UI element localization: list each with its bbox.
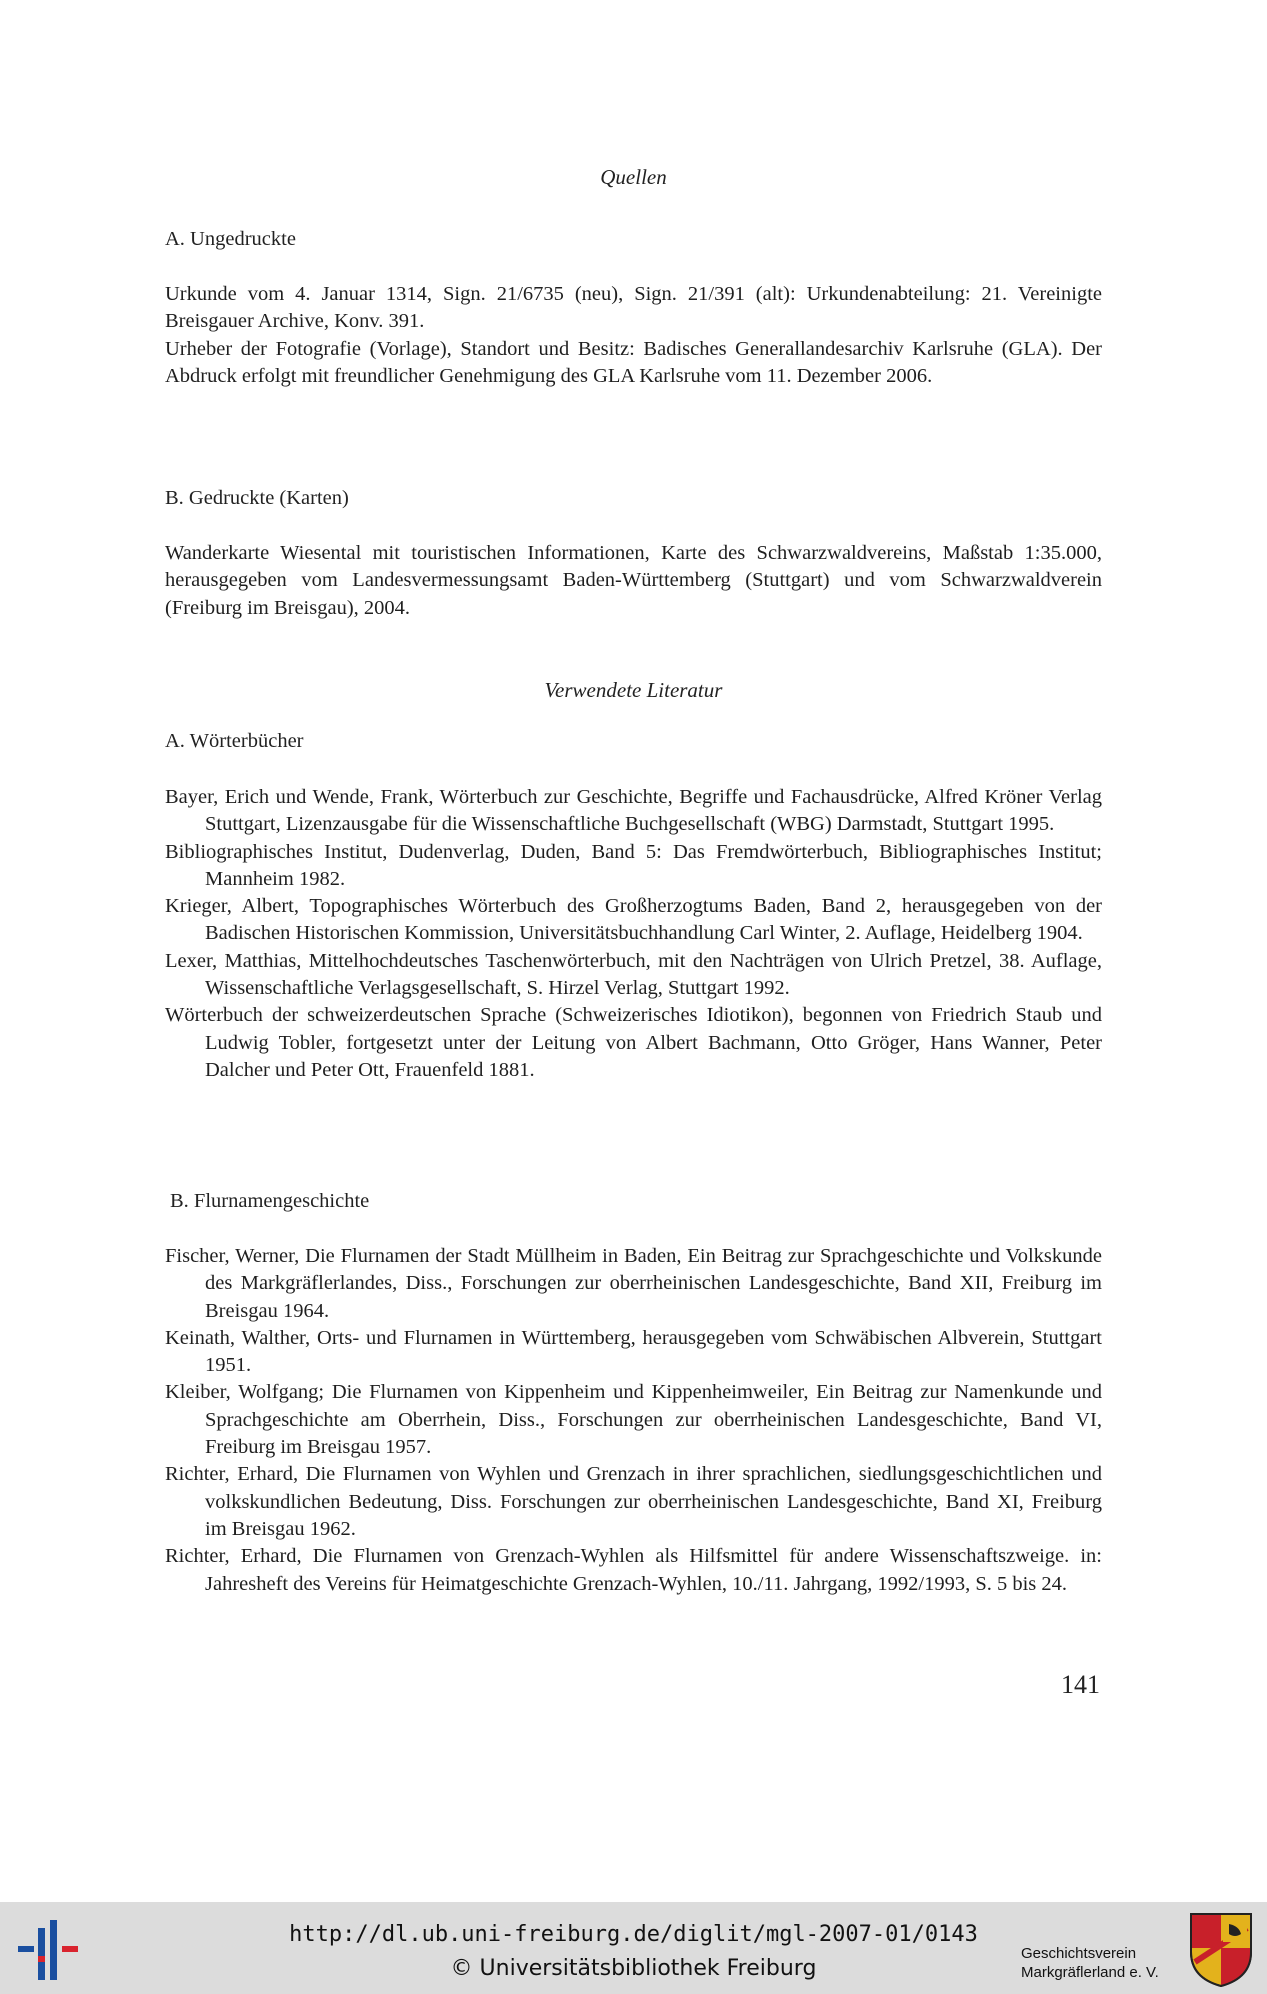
- bib-entry: Keinath, Walther, Orts- und Flurnamen in Württemberg, herausgegeben vom Schwäbischen Albverein, Stuttgart 1951.: [165, 1326, 1102, 1377]
- footer-bar: [0, 1902, 1267, 1994]
- coat-of-arms-icon[interactable]: [1189, 1912, 1253, 1988]
- lit-a-title: A. Wörterbücher: [165, 730, 304, 752]
- section-a-title: A. Ungedruckte: [165, 228, 296, 250]
- bib-entry: Lexer, Matthias, Mittelhochdeutsches Taschenwörterbuch, mit den Nachträgen von Ulrich Pretzel, 38. Auflage, Wissenschaftliche Verlagsgesellschaft, S. Hirzel Verlag, Stuttgart 1992.: [165, 949, 1102, 1000]
- bib-entry: Krieger, Albert, Topographisches Wörterbuch des Großherzogtums Baden, Band 2, herausgegeben von der Badischen Historischen Kommission, Universitätsbuchhandlung Carl Winter, 2. Auflage, Heidelberg 1904.: [165, 895, 1102, 945]
- section-a-text-2: Urheber der Fotografie (Vorlage), Standort und Besitz: Badisches Generallandesarchiv Karlsruhe (GLA). Der Abdruck erfolgt mit freundlicher Genehmigung des GLA Karlsruhe vom 11. Dezember 2006.: [165, 337, 1102, 387]
- lit-b-list: [165, 1243, 1102, 1598]
- lit-a-list: [165, 784, 1102, 1084]
- bib-entry: Richter, Erhard, Die Flurnamen von Grenzach-Wyhlen als Hilfsmittel für andere Wissenschaftszweige. in: Jahresheft des Vereins für Heimatgeschichte Grenzach-Wyhlen, 10./11. Jahrgang, 1992/1993, S. 5 bis 24.: [165, 1545, 1102, 1595]
- society-line-2: Markgräflerland e. V.: [1021, 1964, 1159, 1981]
- section-a-paragraph: [165, 281, 1102, 390]
- section-b-text: Wanderkarte Wiesental mit touristischen Informationen, Karte des Schwarzwaldvereins, Maßstab 1:35.000, herausgegeben vom Landesvermessungsamt Baden-Württemberg (Stuttgart) und vom Schwarzwaldverein (Freiburg im Breisgau), 2004.: [165, 542, 1102, 619]
- footer-society-name: [1021, 1944, 1183, 1982]
- bib-entry: Bayer, Erich und Wende, Frank, Wörterbuch zur Geschichte, Begriffe und Fachausdrücke, Alfred Kröner Verlag Stuttgart, Lizenzausgabe für die Wissenschaftliche Buchgesellschaft (WBG) Darmstadt, Stuttgart 1995.: [165, 786, 1102, 836]
- footer-url-link[interactable]: http://dl.ub.uni-freiburg.de/diglit/mgl-2007-01/0143: [289, 1922, 978, 1947]
- lit-b-title: B. Flurnamengeschichte: [170, 1190, 370, 1212]
- section-a-text: Urkunde vom 4. Januar 1314, Sign. 21/6735 (neu), Sign. 21/391 (alt): Urkundenabteilung: 21. Vereinigte Breisgauer Archive, Konv. 391.: [165, 283, 1102, 333]
- bib-entry: Kleiber, Wolfgang; Die Flurnamen von Kippenheim und Kippenheimweiler, Ein Beitrag zur Namenkunde und Sprachgeschichte am Oberrhein, Diss., Forschungen zur oberrheinischen Landesgeschichte, Band VI, Freiburg im Breisgau 1957.: [165, 1381, 1102, 1459]
- bib-entry: Richter, Erhard, Die Flurnamen von Wyhlen und Grenzach in ihrer sprachlichen, siedlungsgeschichtlichen und volkskundlichen Bedeutung, Diss. Forschungen zur oberrheinischen Landesgeschichte, Band XI, Freiburg im Breisgau 1962.: [165, 1463, 1102, 1540]
- heading-literature: Verwendete Literatur: [544, 678, 723, 702]
- society-line-1: Geschichtsverein: [1021, 1945, 1137, 1962]
- heading-sources: Quellen: [600, 165, 667, 189]
- page-number: 141: [1061, 1670, 1100, 1699]
- bib-entry: Wörterbuch der schweizerdeutschen Sprache (Schweizerisches Idiotikon), begonnen von Friedrich Staub und Ludwig Tobler, fortgesetzt unter der Leitung von Albert Bachmann, Otto Gröger, Hans Wanner, Peter Dalcher und Peter Ott, Frauenfeld 1881.: [165, 1004, 1102, 1081]
- footer-copyright: © Universitätsbibliothek Freiburg: [450, 1956, 817, 1981]
- section-b-title: B. Gedruckte (Karten): [165, 487, 349, 509]
- bib-entry: Bibliographisches Institut, Dudenverlag, Duden, Band 5: Das Fremdwörterbuch, Bibliographisches Institut; Mannheim 1982.: [165, 840, 1102, 890]
- bib-entry: Fischer, Werner, Die Flurnamen der Stadt Müllheim in Baden, Ein Beitrag zur Sprachgeschichte und Volkskunde des Markgräflerlandes, Diss., Forschungen zur oberrheinischen Landesgeschichte, Band XII, Freiburg im Breisgau 1964.: [165, 1245, 1102, 1322]
